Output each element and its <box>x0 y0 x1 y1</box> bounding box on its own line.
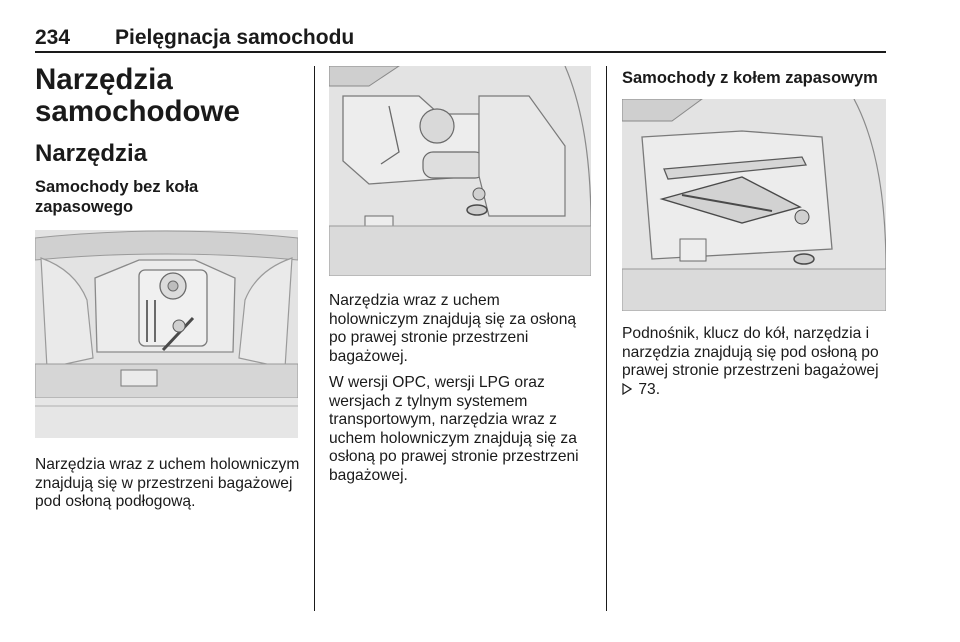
header-rule <box>35 51 886 53</box>
figure-caption: Narzędzia wraz z uchem holowniczym znajdują się w przestrzeni bagażowej pod osłoną podłogową. <box>35 456 300 510</box>
page-title: Narzędzia samochodowe <box>35 63 240 128</box>
figure-side-panel <box>329 66 591 276</box>
paragraph-2: W wersji OPC, wersji LPG oraz wersjach z tylnym systemem transportowym, narzędzia wraz z uchem holowniczym znajdują się za osłoną po prawej stronie przestrzeni bagażowej. <box>329 374 579 484</box>
page-number: 234 <box>35 26 71 49</box>
running-title: Pielęgnacja samochodu <box>115 26 355 49</box>
subsection-title: Samochody bez koła zapasowego <box>35 178 199 216</box>
section-title: Narzędzia <box>35 140 148 167</box>
figure-jack-tools <box>622 99 886 311</box>
figure-trunk-floor <box>35 230 298 438</box>
column-1 <box>35 64 300 512</box>
figure-caption <box>622 325 886 399</box>
paragraph-1: Narzędzia wraz z uchem holowniczym znajdują się za osłoną po prawej stronie przestrzeni bagażowej. <box>329 292 577 365</box>
subsection-title: Samochody z kołem zapasowym <box>622 69 878 87</box>
jack-tools-illustration <box>622 99 886 311</box>
page-header <box>35 26 886 52</box>
side-panel-illustration <box>329 66 591 276</box>
page-reference[interactable]: 73. <box>638 380 661 398</box>
column-2 <box>329 66 591 493</box>
caption-text: Podnośnik, klucz do kół, narzędzia i narzędzia znajdują się pod osłoną po prawej stronie przestrzeni bagażowej <box>622 325 879 379</box>
page-ref-arrow-icon <box>622 382 632 394</box>
trunk-floor-illustration <box>35 230 298 438</box>
column-divider-right <box>606 66 607 611</box>
body-text <box>329 292 591 485</box>
column-3 <box>622 66 886 399</box>
column-divider-left <box>314 66 315 611</box>
